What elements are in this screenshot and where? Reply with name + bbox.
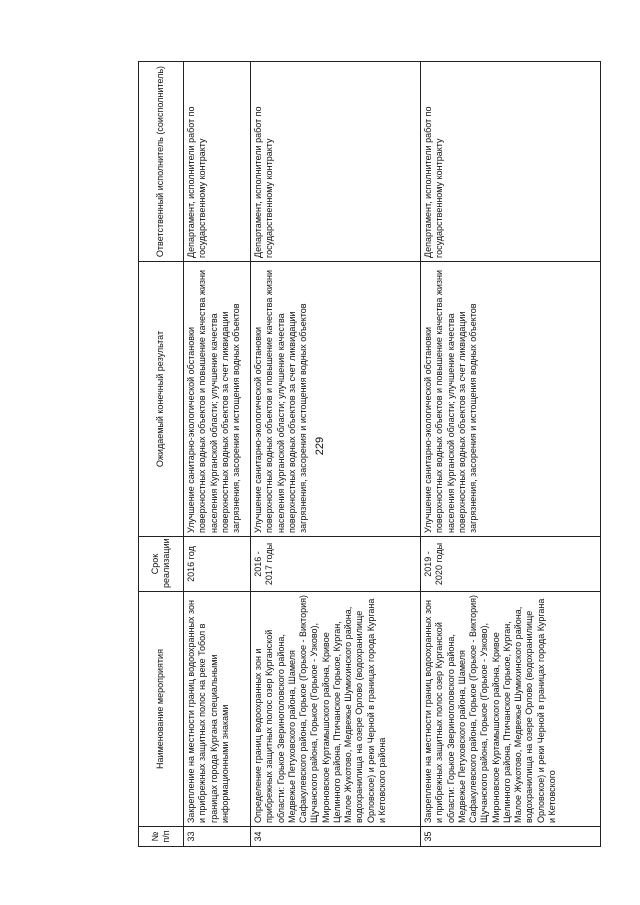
row-term: 2016 - 2017 годы — [251, 537, 421, 592]
row-number: 33 — [184, 827, 251, 847]
header-number: № п/п — [139, 827, 184, 847]
row-expected-result: Улучшение санитарно-экологической обстановки поверхностных водных объектов и повышение качества жизни населения Курганской области; улучшение качества поверхностных водных объектов за счет ликвидации загрязнения, засорения и истощения водных объектов — [421, 262, 601, 537]
row-executor: Департамент, исполнители работ по государственному контракту — [421, 62, 601, 262]
header-expected-result: Ожидаемый конечный результат — [139, 262, 184, 537]
row-activity-name: Закрепление на местности границ водоохранных зон и прибрежных защитных полос на реке Тобол в границах города Кургана специальными информационными знаками — [184, 592, 251, 827]
row-executor: Департамент, исполнители работ по государственному контракту — [184, 62, 251, 262]
program-table-wrapper — [138, 62, 557, 847]
row-executor: Департамент, исполнители работ по государственному контракту — [251, 62, 421, 262]
header-term: Срок реализации — [139, 537, 184, 592]
row-activity-name: Определение границ водоохранных зон и прибрежных защитных полос озер Курганской области: Горькое Звериноголовского района, Медвежье Петуховского района, Шамеля Сафакулевского района, Горькое (Горькое - Виктория) Щучанского района, Горькое (Горькое - Узково), Мироновское Куртамышского района, Кривое Целинного района, Птичанское Горькое, Курган, Малое Жукотово, Медвежье Шумихинского района, водохранилища на озере Орлово (водохранилище Орловское) и реки Черной в границах города Кургана и Кетовского района — [251, 592, 421, 827]
row-number: 34 — [251, 827, 421, 847]
row-number: 35 — [421, 827, 601, 847]
table-row — [421, 62, 601, 847]
row-expected-result: Улучшение санитарно-экологической обстановки поверхностных водных объектов и повышение качества жизни населения Курганской области; улучшение качества поверхностных водных объектов за счет ликвидации загрязнения, засорения и истощения водных объектов — [184, 262, 251, 537]
table-row — [184, 62, 251, 847]
table-row — [251, 62, 421, 847]
row-term: 2016 год — [184, 537, 251, 592]
row-term: 2019 - 2020 годы — [421, 537, 601, 592]
table-header-row — [139, 62, 184, 847]
page-number: 229 — [314, 436, 326, 456]
program-table — [138, 61, 601, 847]
row-expected-result: Улучшение санитарно-экологической обстановки поверхностных водных объектов и повышение качества жизни населения Курганской области; улучшение качества поверхностных водных объектов за счет ликвидации загрязнения, засорения и истощения водных объектов — [251, 262, 421, 537]
header-activity-name: Наименование мероприятия — [139, 592, 184, 827]
header-executor: Ответственный исполнитель (соисполнитель) — [139, 62, 184, 262]
row-activity-name: Закрепление на местности границ водоохранных зон и прибрежных защитных полос озер Курганской области: Горькое Звериноголовского района, Медвежье Петуховского района, Шамеля Сафакулевского района, Горькое (Горькое - Виктория) Щучанского района, Горькое (Горькое - Узково), Мироновское Куртамышского района, Кривое Целинного района, Птичанское Горькое, Курган, Малое Жукотово, Медвежье Шумихинского района, водохранилища на озере Орлово (водохранилище Орловское) и реки Черной в границах города Кургана и Кетовского — [421, 592, 601, 827]
